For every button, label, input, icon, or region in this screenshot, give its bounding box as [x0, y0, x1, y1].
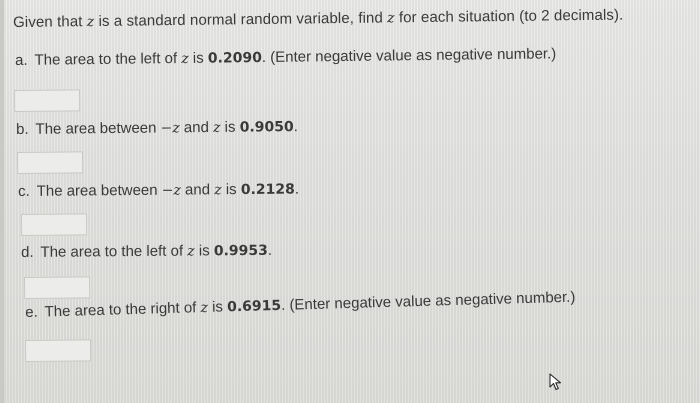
intro-prefix: Given that: [13, 13, 83, 31]
question-value: 0.9050: [239, 119, 294, 136]
question-letter: d.: [21, 243, 34, 261]
question-note: . (Enter negative value as negative number.): [261, 45, 557, 66]
answer-field-d[interactable]: [24, 276, 90, 299]
question-text: The area between: [36, 181, 158, 200]
question-text: The area between: [35, 119, 157, 138]
question-note: .: [293, 118, 298, 136]
intro-variable: z: [86, 14, 95, 31]
question-variable: z: [187, 243, 195, 260]
question-b: [16, 118, 298, 138]
question-d: [21, 242, 272, 261]
question-c: [18, 181, 299, 200]
question-text: The area to the right of: [44, 299, 197, 321]
question-variable: z: [200, 299, 209, 317]
question-text: The area to the left of: [34, 50, 178, 69]
answer-input-a[interactable]: [15, 90, 79, 111]
question-text: is: [224, 118, 236, 136]
question-value: 0.2128: [240, 181, 295, 199]
question-e: [25, 289, 576, 321]
intro-suffix: is a standard normal random variable, find: [98, 9, 383, 30]
question-text: is: [192, 49, 204, 67]
question-variable: −z: [160, 120, 180, 137]
question-text: is: [211, 298, 224, 316]
question-variable-2: z: [212, 119, 221, 136]
question-a: [15, 45, 556, 69]
mouse-pointer-icon: [549, 373, 563, 391]
question-text: The area to the left of: [40, 242, 184, 261]
answer-input-c[interactable]: [22, 214, 86, 235]
question-letter: e.: [25, 303, 38, 321]
question-note: .: [267, 241, 273, 259]
answer-input-e[interactable]: [26, 340, 90, 361]
answer-input-b[interactable]: [18, 152, 82, 173]
answer-field-a[interactable]: [14, 89, 80, 112]
question-text: is: [225, 181, 237, 199]
problem-instructions: [13, 7, 623, 31]
question-value: 0.9953: [213, 242, 268, 260]
question-value: 0.2090: [207, 49, 262, 67]
answer-input-d[interactable]: [25, 277, 89, 298]
question-letter: a.: [15, 51, 28, 69]
question-text: and: [183, 118, 209, 137]
question-text: is: [198, 242, 210, 260]
question-note: .: [294, 180, 300, 198]
question-variable: −z: [161, 182, 181, 199]
question-letter: b.: [16, 120, 29, 138]
question-variable: z: [181, 50, 189, 67]
answer-field-b[interactable]: [17, 151, 83, 174]
question-note: . (Enter negative value as negative number.): [280, 288, 576, 314]
question-text: and: [184, 181, 211, 199]
intro-end: for each situation (to 2 decimals).: [398, 6, 624, 27]
question-letter: c.: [18, 182, 30, 200]
answer-field-e[interactable]: [25, 339, 91, 362]
answer-field-c[interactable]: [21, 213, 87, 236]
question-variable-2: z: [214, 182, 222, 199]
question-value: 0.6915: [226, 297, 282, 316]
intro-variable-2: z: [387, 10, 395, 27]
window-edge: [0, 0, 4, 403]
